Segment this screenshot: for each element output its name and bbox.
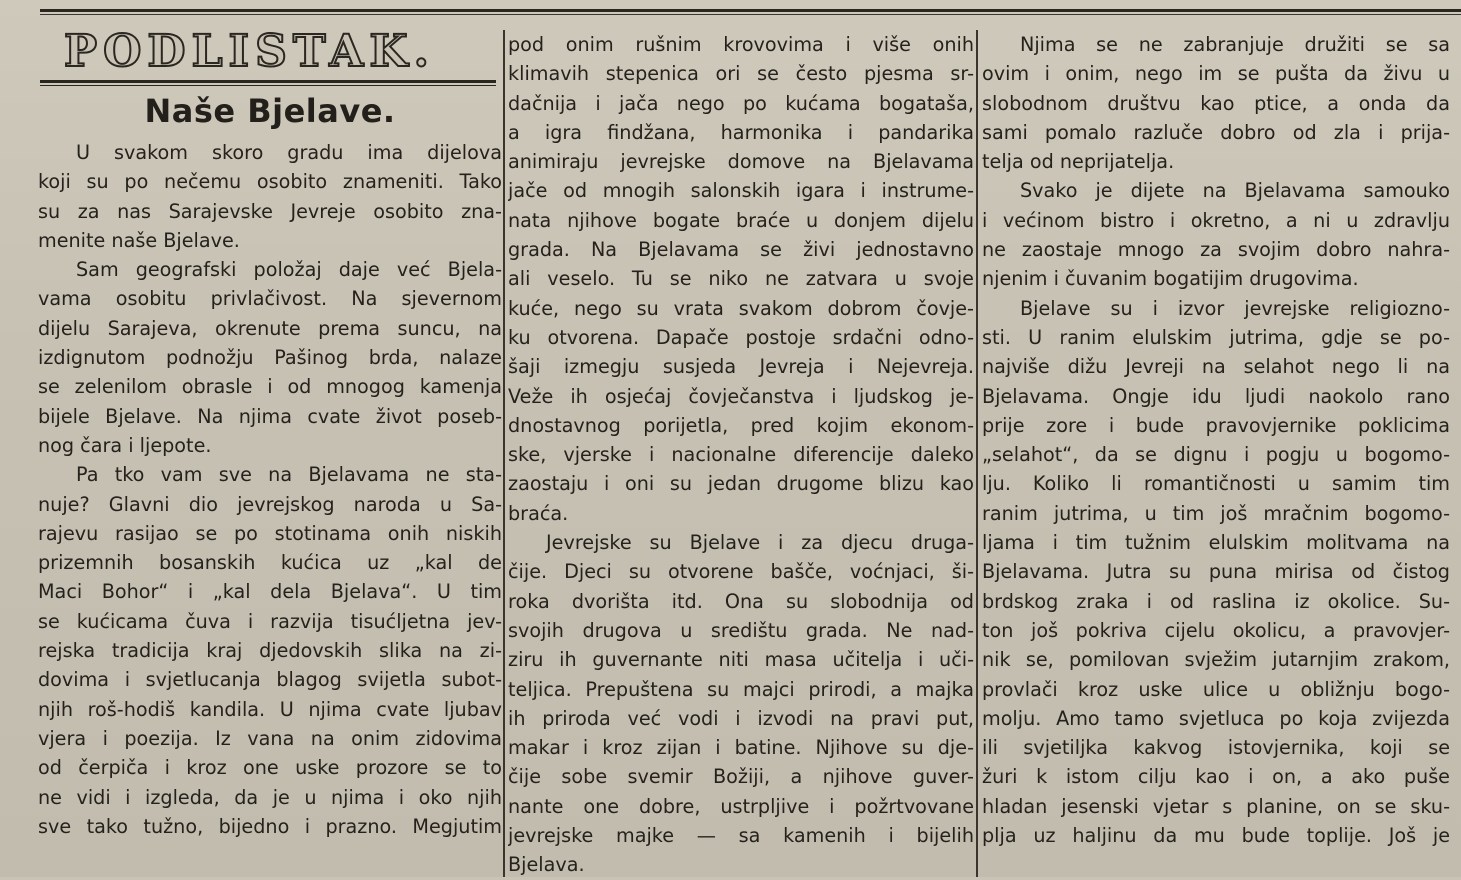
top-rule-thin [40,14,1461,15]
text-line: slobodnom društvu kao ptice, a onda da [982,91,1450,115]
text-line: nog čara i ljepote. [38,433,212,457]
text-line: U svakom skoro gradu ima dijelova [76,141,502,164]
text-line: nuje? Glavni dio jevrejskog naroda u Sa- [38,492,502,516]
text-line: grada. Na Bjelavama se živi jednostavno [508,238,974,262]
text-line: telja od neprijatelja. [982,150,1175,174]
text-line: Bjelava. [508,853,585,877]
text-line: ske, vjerske i nacionalne diferencije daleko [508,443,974,467]
text-line: hladan jesenski vjetar s planine, on se sku- [982,794,1450,818]
text-line: plja uz haljinu da mu bude toplije. Još je [982,824,1450,848]
text-line: Sam geografski položaj daje već Bjela- [76,258,502,282]
text-line: ku otvorena. Dapače postoje srdačni odno- [508,325,974,349]
text-line: Jevrejske su Bjelave i za djecu druga- [546,531,974,555]
text-line: izdignutom podnožju Pašinog brda, nalaze [38,346,502,370]
text-line: Njima se ne zabranjuje družiti se sa [1020,33,1450,56]
text-line: vama osobitu privlačivost. Na sjevernom [38,287,502,311]
text-line: njenim i čuvanim bogatijim drugovima. [982,267,1359,291]
text-line: nante one dobre, ustrpljive i požrtvovane [508,794,974,818]
header-rule-thin [40,85,496,86]
text-line: se zelenilom obrasle i od mnogog kamenja [38,375,502,399]
top-rule [40,9,1461,12]
text-line: teljica. Prepuštena su majci prirodi, a majka [508,677,974,701]
text-line: ih priroda već vodi i izvodi na pravi put, [508,706,974,730]
text-line: Bjelavama. Jutra su puna mirisa od čistog [982,560,1450,584]
text-line: ali veselo. Tu se niko ne zatvara u svoje [508,267,974,291]
text-line: ne zaostaje mnogo za svojim dobro nahra- [982,238,1450,262]
text-line: a igra findžana, harmonika i pandarika [508,120,974,144]
column-3 [982,30,1450,850]
text-line: sve tako tužno, bijedno i prazno. Megjutim [38,814,502,838]
text-line: ovim i onim, nego im se pušta da živu u [982,62,1450,86]
text-line: Bjelavama. Ongje idu ljudi naokolo rano [982,384,1450,408]
text-line: žuri k istom cilju kao i on, a ako puše [982,765,1450,789]
section-header [40,30,496,82]
column-divider-2 [976,30,978,877]
text-line: klimavih stepenica ori se često pjesma sr- [508,62,974,86]
text-line: prije zore i bude pravovjernike poklicima [982,413,1450,437]
text-line: prizemnih bosanskih kućica uz „kal de [38,551,502,575]
text-line: nata njihove bogate braće u donjem dijelu [508,208,974,232]
text-line: makar i kroz zijan i batine. Njihove su dje- [508,736,974,760]
text-line: sti. U ranim elulskim jutrima, gdje se po- [982,325,1450,349]
text-line: Bjelave su i izvor jevrejske religiozno- [1020,296,1450,320]
column-divider-1 [503,30,505,877]
text-line: bijele Bjelave. Na njima cvate život poseb- [38,404,502,428]
text-line: rejska tradicija kraj djedovskih slika na zi- [38,639,502,663]
column-1-text [38,138,502,841]
text-line: šaji izmegju susjeda Jevreja i Nejevreja. [508,355,974,379]
text-line: koji su po nečemu osobito znameniti. Tako [38,170,502,194]
text-line: vjera i poezija. Iz vana na onim zidovima [38,726,502,750]
text-line: brdskog zraka i od raslina iz okolice. Su- [982,589,1450,613]
text-line: Svako je dijete na Bjelavama samouko [1020,179,1450,203]
text-line: ljama i tim tužnim elulskim molitvama na [982,531,1450,555]
text-line: lju. Koliko li romantičnosti u samim tim [982,472,1450,496]
text-line: jevrejske majke — sa kamenih i bijelih [508,824,974,848]
text-line: menite naše Bjelave. [38,228,240,252]
text-line: ziru ih guvernante niti masa učitelja i uči- [508,648,974,672]
text-line: su za nas Sarajevske Jevreje osobito zna- [38,199,502,223]
text-line: ton još pokriva cijelu okolicu, a pravovjer- [982,618,1450,642]
text-line: nik se, pomilovan svježim jutarnjim zrakom, [982,648,1450,672]
text-line: čije sobe svemir Božiji, a njihove guver- [508,765,974,789]
text-line: dačnija i jača nego po kućama bogataša, [508,91,974,115]
text-line: braća. [508,501,569,525]
text-line: Maci Bohor“ i „kal dela Bjelava“. U tim [38,580,502,604]
header-rule [40,80,496,83]
text-line: rajevu rasijao se po stotinama onih niskih [38,521,502,545]
text-line: molju. Amo tamo svjetluca po koja zvijezda [982,706,1450,730]
text-line: jače od mnogih salonskih igara i instrume- [508,179,974,203]
column-2 [508,30,974,880]
text-line: ne vidi i izgleda, da je u njima i oko njih [38,785,502,809]
text-line: kuće, nego su vrata svakom dobrom čovje- [508,296,974,320]
text-line: se kućicama čuva i razvija tisućljetna jev- [38,609,502,633]
text-line: ili svjetiljka kakvog istovjernika, koji se [982,736,1450,760]
text-line: i većinom bistro i okretno, a ni u zdravlju [982,208,1450,232]
text-line: dovima i svjetlucanja blagog svijetla subot- [38,668,502,692]
text-line: svojih drugova u središtu grada. Ne nad- [508,618,974,642]
text-line: zaostaju i oni su jedan drugome blizu kao [508,472,974,496]
text-line: dijelu Sarajeva, okrenute prema suncu, na [38,316,502,340]
column-1 [38,30,502,841]
text-line: sami pomalo razluče dobro od zla i prija- [982,120,1450,144]
text-line: animiraju jevrejske domove na Bjelavama [508,150,974,174]
text-line: dnostavnog porijetla, pred kojim ekonom- [508,413,974,437]
column-2-text [508,30,974,880]
text-line: Pa tko vam sve na Bjelavama ne sta- [76,463,502,487]
text-line: pod onim rušnim krovovima i više onih [508,33,974,56]
text-line: „selahot“, da se dignu i pogju u bogomo- [982,443,1450,467]
text-line: roka dvorišta itd. Ona su slobodnija od [508,589,974,613]
article-title: Naše Bjelave. [144,92,396,130]
text-line: njih roš-hodiš kandila. U njima cvate ljubav [38,697,502,721]
text-line: provlači kroz uske ulice u obližnju bogo- [982,677,1450,701]
column-3-text [982,30,1450,850]
text-line: čije. Djeci su otvorene bašče, voćnjaci, ši- [508,560,974,584]
text-line: Veže ih osjećaj čovječanstva i ljudskog je- [508,384,974,408]
text-line: ranim jutrima, u tim još mračnim bogomo- [982,501,1450,525]
section-title: PODLISTAK. [64,30,435,77]
text-line: od čerpiča i kroz one uske prozore se to [38,756,502,780]
text-line: najviše dižu Jevreji na selahot nego li na [982,355,1450,379]
